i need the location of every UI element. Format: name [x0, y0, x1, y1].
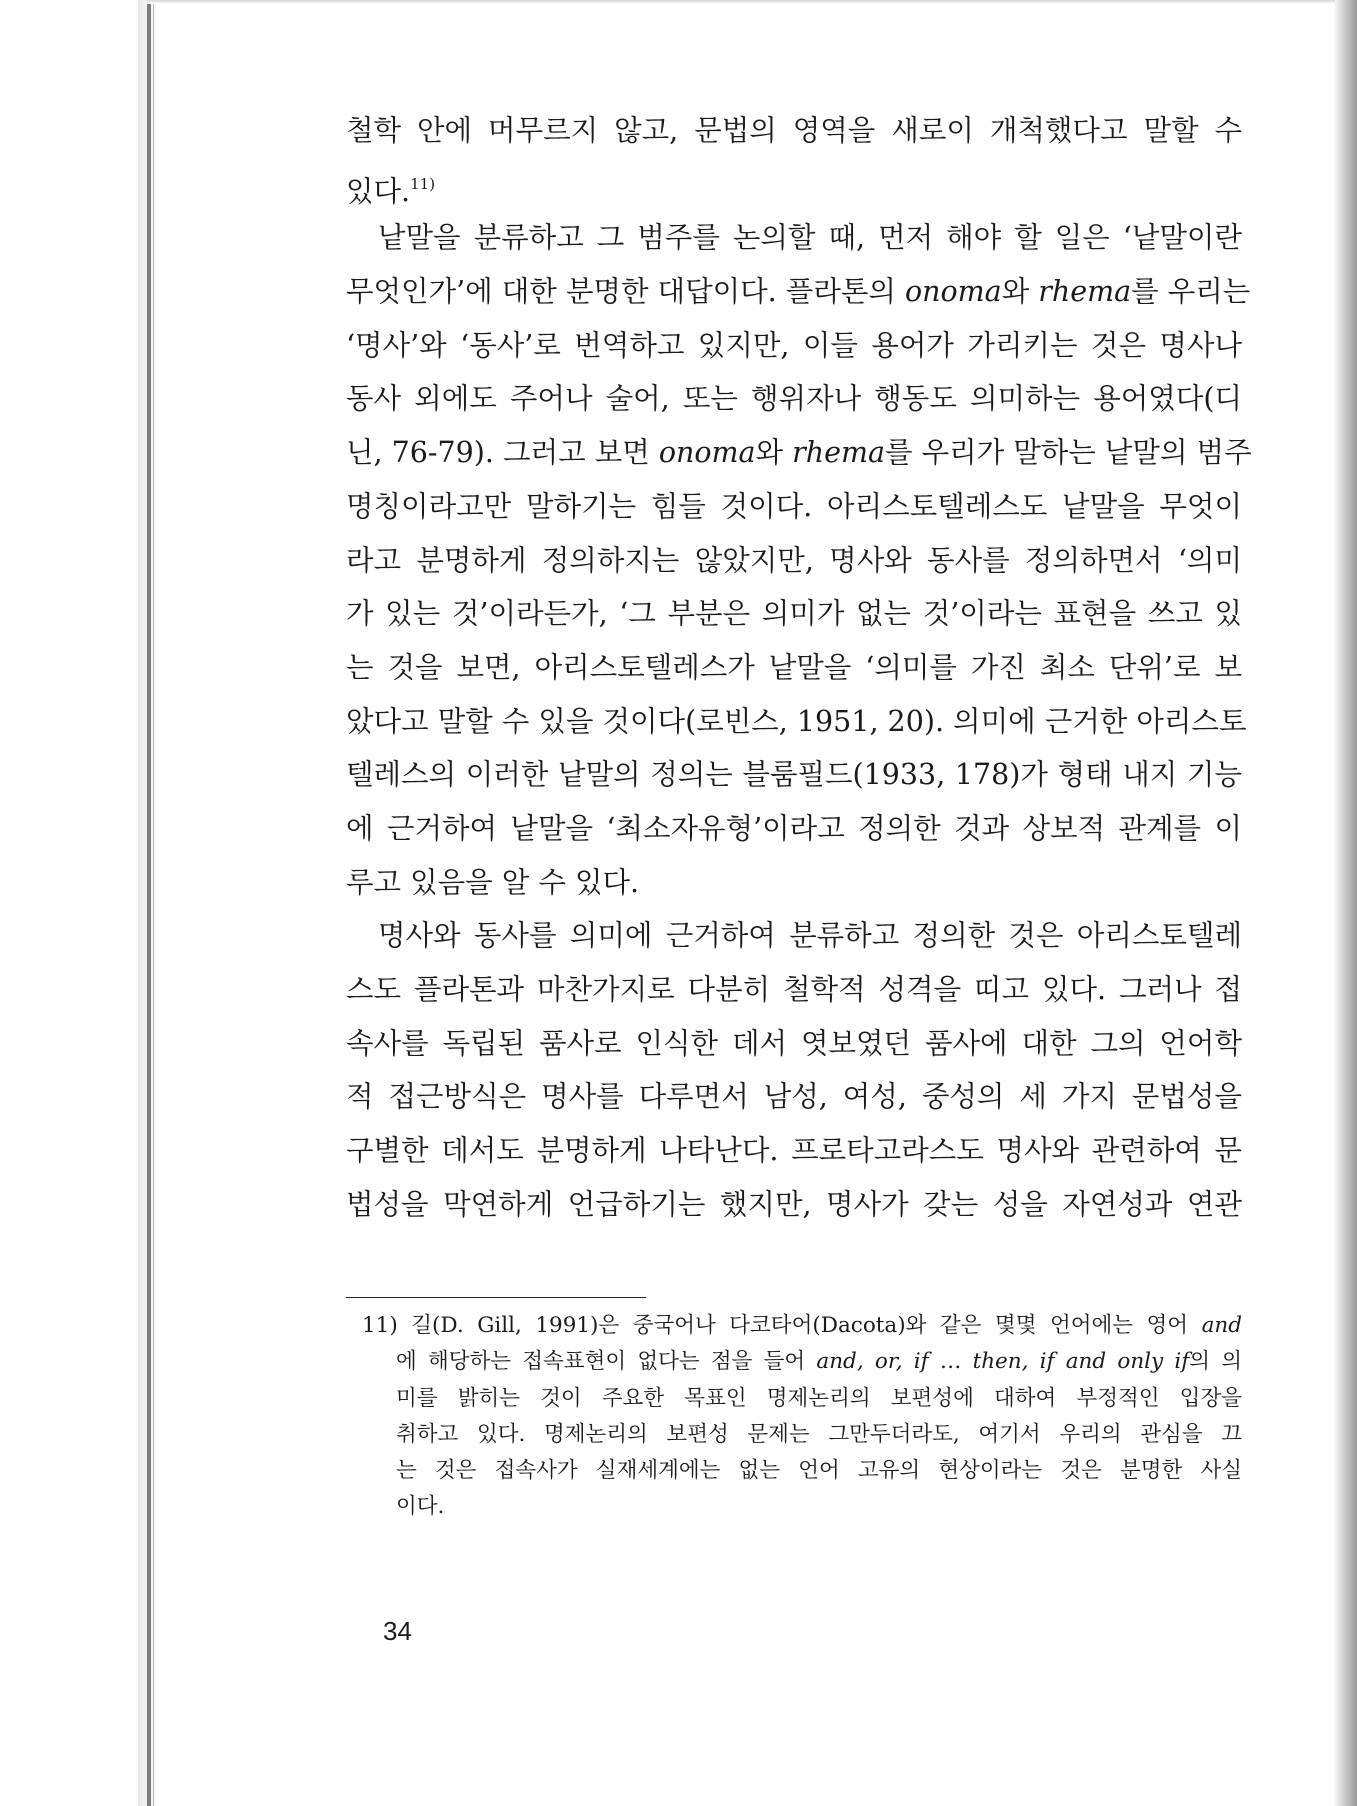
italic-term: then, if and only if — [972, 1349, 1190, 1375]
footnote-line: 취하고 있다. 명제논리의 보편성 문제는 그만두더라도, 여기서 우리의 관심을 끄 — [396, 1421, 1242, 1447]
body-line-text: 무엇인가’에 대한 분명한 대답이다. 플라톤의 — [346, 275, 905, 309]
footnote-reference: 11) — [410, 174, 436, 193]
footnote-line: 이다. — [396, 1494, 445, 1520]
body-line: 루고 있음을 알 수 있다. — [346, 865, 640, 899]
body-line: 는 것을 보면, 아리스토텔레스가 낱말을 ‘의미를 가진 최소 단위’로 보 — [346, 650, 1242, 684]
footnote-text: 에 해당하는 접속표현이 없다는 점을 들어 — [396, 1349, 817, 1375]
italic-term: rhema — [1038, 275, 1132, 309]
body-line: 속사를 독립된 품사로 인식한 데서 엿보였던 품사에 대한 그의 언어학 — [346, 1026, 1242, 1060]
body-line: 적 접근방식은 명사를 다루면서 남성, 여성, 중성의 세 가지 문법성을 — [346, 1080, 1242, 1114]
italic-term: rhema — [792, 436, 885, 470]
body-line: 가 있는 것’이라든가, ‘그 부분은 의미가 없는 것’이라는 표현을 쓰고 있 — [346, 597, 1242, 631]
body-line: 낱말을 분류하고 그 범주를 논의할 때, 먼저 해야 할 일은 ‘낱말이란 — [378, 221, 1242, 255]
body-line: 명칭이라고만 말하기는 힘들 것이다. 아리스토텔레스도 낱말을 무엇이 — [346, 489, 1242, 523]
body-text — [346, 104, 1252, 1231]
italic-term: and — [1201, 1313, 1242, 1338]
footnote-line — [362, 1344, 1242, 1380]
body-line — [346, 265, 1251, 319]
body-line-text: 를 우리가 말하는 낱말의 범주 — [885, 436, 1252, 470]
page-spine-edge-inner — [153, 0, 154, 1806]
page-right-edge — [1335, 0, 1357, 1806]
footnote-block — [362, 1308, 1242, 1526]
page-spine-edge — [147, 0, 151, 1806]
body-line — [346, 426, 1252, 480]
footnote-divider — [346, 1297, 646, 1298]
page-number: 34 — [383, 1616, 412, 1646]
body-line: 에 근거하여 낱말을 ‘최소자유형’이라고 정의한 것과 상보적 관계를 이 — [346, 811, 1242, 845]
body-line — [346, 158, 1242, 212]
body-line: 라고 분명하게 정의하지는 않았지만, 명사와 동사를 정의하면서 ‘의미 — [346, 543, 1242, 577]
body-line-text: 닌, 76-79). 그러고 보면 — [346, 436, 659, 470]
body-line: 철학 안에 머무르지 않고, 문법의 영역을 새로이 개척했다고 말할 수 — [346, 114, 1242, 147]
footnote-line: 는 것은 접속사가 실재세계에는 없는 언어 고유의 현상이라는 것은 분명한 사실 — [396, 1458, 1242, 1484]
footnote-text: 의 의 — [1189, 1349, 1242, 1375]
body-line: 법성을 막연하게 언급하기는 했지만, 명사가 갖는 성을 자연성과 연관 — [346, 1187, 1242, 1221]
body-line: 동사 외에도 주어나 술어, 또는 행위자나 행동도 의미하는 용어였다(디 — [346, 382, 1242, 416]
page-top-edge — [147, 0, 1335, 4]
footnote-line: 미를 밝히는 것이 주요한 목표인 명제논리의 보편성에 대하여 부정적인 입장을 — [396, 1385, 1242, 1411]
footnote-text: 11) 길(D. Gill, 1991)은 중국어나 다코타어(Dacota)와 같은 몇몇 언어에는 영어 — [362, 1313, 1202, 1338]
body-line: 명사와 동사를 의미에 근거하여 분류하고 정의한 것은 아리스토텔레 — [378, 919, 1242, 953]
italic-term: and, or, if — [816, 1349, 929, 1375]
body-line-text: 있다. — [346, 174, 411, 208]
body-line: ‘명사’와 ‘동사’로 번역하고 있지만, 이들 용어가 가리키는 것은 명사나 — [346, 328, 1242, 362]
footnote-text: … — [928, 1349, 973, 1375]
body-line-text: 와 — [1001, 275, 1039, 309]
body-line-text: 와 — [755, 436, 793, 470]
body-line: 스도 플라톤과 마찬가지로 다분히 철학적 성격을 띠고 있다. 그러나 접 — [346, 973, 1242, 1006]
body-line: 텔레스의 이러한 낱말의 정의는 블룸필드(1933, 178)가 형태 내지 기능 — [346, 758, 1242, 792]
body-line: 구별한 데서도 분명하게 나타난다. 프로타고라스도 명사와 관련하여 문 — [346, 1134, 1242, 1168]
body-line: 았다고 말할 수 있을 것이다(로빈스, 1951, 20). 의미에 근거한 아리스토 — [346, 704, 1247, 738]
body-line-text: 를 우리는 — [1131, 275, 1251, 309]
italic-term: onoma — [904, 275, 1002, 309]
italic-term: onoma — [658, 436, 756, 470]
footnote-line — [362, 1308, 1242, 1344]
